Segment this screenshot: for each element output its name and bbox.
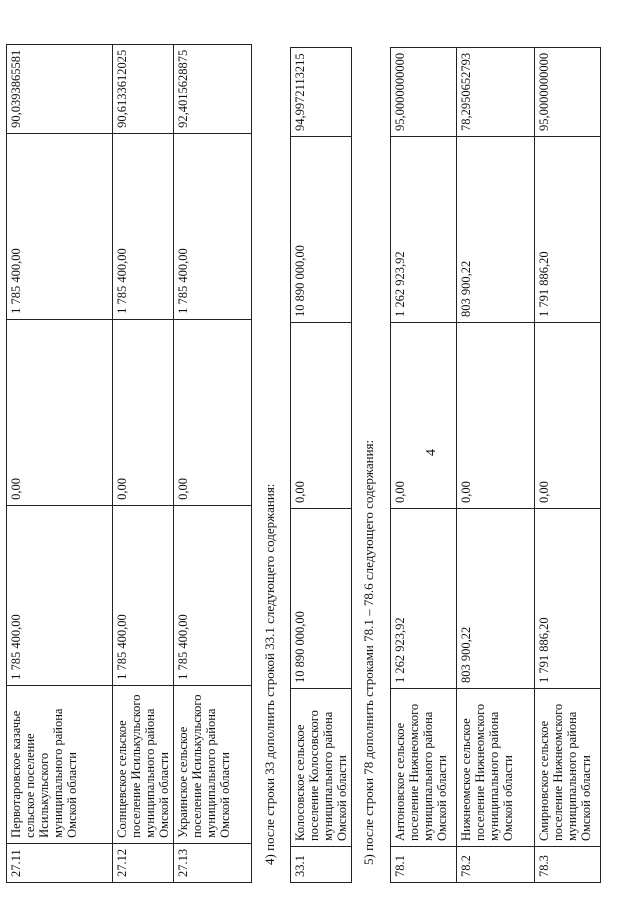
amount-total: 10 890 000,00 [291, 509, 352, 689]
amount-total: 1 785 400,00 [7, 505, 113, 685]
settlement-name: Смирновское сельское поселение Нижнеомского муниципального района Омской области [535, 689, 601, 847]
row-number: 78.1 [391, 847, 457, 883]
amount-zero: 0,00 [291, 323, 352, 509]
percent-value: 90,0393865581 [7, 44, 113, 133]
percent-value: 92,4015628875 [174, 44, 252, 133]
percent-value: 90,6133612025 [113, 44, 174, 133]
paragraph-item-5: 5) после строки 78 дополнить строками 78.1 – 78.6 следующего содержания: [361, 439, 376, 865]
table-row [457, 47, 535, 882]
table-row [7, 44, 113, 882]
amount-total: 1 262 923,92 [391, 509, 457, 689]
amount-zero: 0,00 [391, 323, 457, 509]
row-number: 27.11 [7, 843, 113, 882]
row-number: 78.3 [535, 847, 601, 883]
amount-zero: 0,00 [457, 323, 535, 509]
amount-subtotal: 1 785 400,00 [113, 133, 174, 319]
amount-total: 1 791 886,20 [535, 509, 601, 689]
percent-value: 95,0000000000 [391, 47, 457, 136]
table-row [535, 47, 601, 882]
table-row [291, 48, 352, 883]
settlement-name: Антоновское сельское поселение Нижнеомского муниципального района Омской области [391, 689, 457, 847]
row-number: 27.12 [113, 843, 174, 882]
amount-subtotal: 1 785 400,00 [7, 133, 113, 319]
amount-subtotal: 10 890 000,00 [291, 137, 352, 323]
amount-zero: 0,00 [535, 323, 601, 509]
paragraph-item-4: 4) после строки 33 дополнить строкой 33.1 следующего содержания: [262, 483, 277, 865]
percent-value: 78,2950652793 [457, 47, 535, 136]
amount-total: 803 900,22 [457, 509, 535, 689]
row-number: 33.1 [291, 847, 352, 883]
amount-zero: 0,00 [7, 319, 113, 505]
percent-value: 95,0000000000 [535, 47, 601, 136]
amount-zero: 0,00 [113, 319, 174, 505]
amount-subtotal: 1 262 923,92 [391, 137, 457, 323]
table-row [391, 47, 457, 882]
page-number: 4 [424, 449, 439, 456]
budget-table-2 [290, 47, 352, 883]
row-number: 27.13 [174, 843, 252, 882]
settlement-name: Нижнеомское сельское поселение Нижнеомского муниципального района Омской области [457, 689, 535, 847]
table-row [113, 44, 174, 882]
settlement-name: Первотаровское казачье сельское поселение Исилькульского муниципального района Омской области [7, 685, 113, 843]
settlement-name: Колосовское сельское поселение Колосовского муниципального района Омской области [291, 689, 352, 847]
amount-zero: 0,00 [174, 319, 252, 505]
percent-value: 94,9972113215 [291, 48, 352, 137]
amount-total: 1 785 400,00 [174, 505, 252, 685]
row-number: 78.2 [457, 847, 535, 883]
amount-subtotal: 803 900,22 [457, 137, 535, 323]
amount-total: 1 785 400,00 [113, 505, 174, 685]
amount-subtotal: 1 791 886,20 [535, 137, 601, 323]
amount-subtotal: 1 785 400,00 [174, 133, 252, 319]
settlement-name: Солнцевское сельское поселение Исилькульского муниципального района Омской области [113, 685, 174, 843]
table-row [174, 44, 252, 882]
settlement-name: Украинское сельское поселение Исилькульского муниципального района Омской области [174, 685, 252, 843]
budget-table-1 [6, 44, 252, 883]
budget-table-3 [390, 47, 601, 883]
